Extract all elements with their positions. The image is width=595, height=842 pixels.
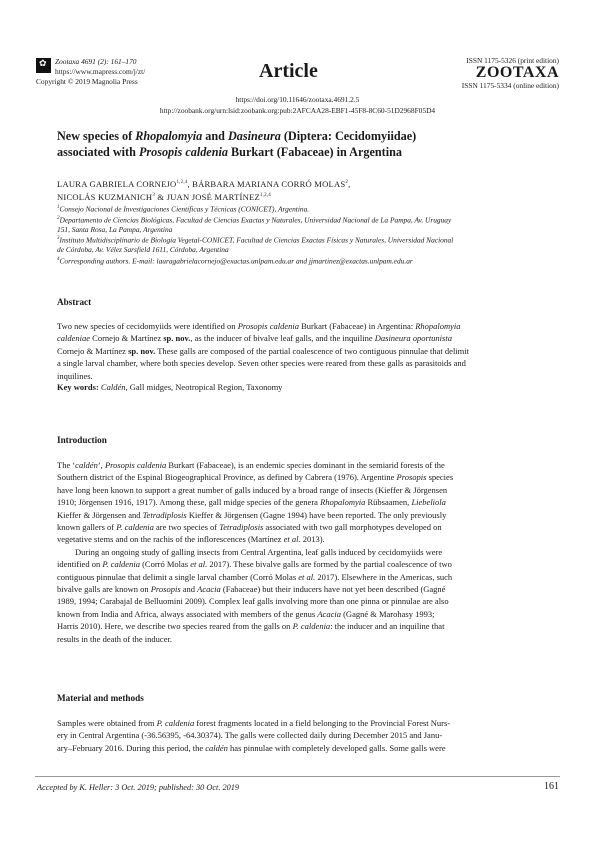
article-title: [57, 128, 416, 160]
title-line-2: associated with Prosopis caldenia Burkart (Fabaceae) in Argentina: [57, 145, 402, 159]
zootaxa-logo: ZOOTAXA: [475, 64, 559, 81]
affiliation-4: $^4$Corresponding authors. E-mail: lauragabrielacornejo@exactas.unlpam.edu.ar and jjmartinez@exactas.unlpam.edu.ar: [57, 256, 413, 266]
article-label: Article: [259, 60, 318, 82]
doi-link[interactable]: https://doi.org/10.11646/zootaxa.4691.2.5: [235, 95, 360, 104]
title-line-1: New species of Rhopalomyia and Dasineura (Diptera: Cecidomyiidae): [57, 129, 417, 143]
affiliation-3: $^3$Instituto Multidisciplinario de Biología Vegetal-CONICET, Facultad de Ciencias Exactas Físicas y Naturales, Universidad Nacional: [57, 235, 454, 245]
affiliation-3b: de Córdoba, Av. Vélez Sarsfield 1611, Córdoba, Argentina: [57, 245, 229, 255]
zoobank-lsid[interactable]: http://zoobank.org/urn:lsid:zoobank.org:pub:2AFCAA28-EBF1-45F8-8C60-51D2968F05D4: [159, 106, 436, 115]
abstract-body: Two new species of cecidomyiids were identified on Prosopis caldenia Burkart (Fabaceae) in Argentina: Rhopalomyia caldeniae Cornejo & Martínez sp. nov., as the inducer of bivalve leaf galls, and the inquiline Dasineura oportunista Cornejo & Martínez sp. nov. These galls are composed of the partial coalescence of two contiguous pinnulae that delimit a single larval chamber, where both species develop. Seven other species were reared from these galls as parasitoids and inquilines.: [57, 321, 470, 381]
methods-body: Samples were obtained from P. caldenia forest fragments located in a field belonging to the Provincial Forest Nurs- ery in Central Argentina (-36.56395, -64.30374). The galls were collected daily during December 2015 and Janu- ary–February 2016. During this period, the caldén has pinnulae with completely developed galls. Some galls were: [57, 718, 451, 753]
affiliation-2: $^2$Departamento de Ciencias Biológicas, Facultad de Ciencias Exactas y Naturales, Universidad Nacional de La Pampa, Av. Uruguay: [57, 215, 452, 225]
issn-online: ISSN 1175-5334 (online edition): [461, 81, 559, 90]
footer-rule: [35, 776, 560, 777]
keywords: Key words: Caldén, Gall midges, Neotropical Region, Taxonomy: [57, 382, 283, 392]
page-number: 161: [544, 781, 559, 792]
journal-url[interactable]: https://www.mapress.com/j/zt/: [55, 67, 146, 76]
affiliation-1: $^1$Consejo Nacional de Investigaciones Científicas y Técnicas (CONICET), Argentina.: [57, 204, 310, 214]
accepted-note: Accepted by K. Heller: 3 Oct. 2019; published: 30 Oct. 2019: [37, 783, 240, 792]
abstract-heading: Abstract: [57, 297, 92, 307]
author-list: [57, 177, 350, 203]
issn-print: ISSN 1175-5326 (print edition): [466, 56, 559, 65]
copyright: Copyright © 2019 Magnolia Press: [36, 77, 138, 86]
publisher-logo: ✿: [36, 58, 51, 73]
affiliations: [57, 203, 547, 266]
methods-heading: Material and methods: [57, 693, 144, 703]
introduction-heading: Introduction: [57, 435, 107, 445]
authors-line-1: LAURA GABRIELA CORNEJO$^{1,2,4}$, BÁRBARA MARIANA CORRÓ MOLAS$^2$,: [57, 178, 351, 189]
affiliation-2b: 151, Santa Rosa, La Pampa, Argentina: [57, 224, 173, 234]
journal-line: Zootaxa 4691 (2): 161–170: [55, 57, 137, 66]
introduction-body: The ‘caldén’, Prosopis caldenia Burkart (Fabaceae), is an endemic species dominant in the semiarid forests of the Southern district of the Espinal Biogeographical Province, as defined by Cabrera (1976). Argentine Prosopis species have long been known to support a great number of galls induced by a broad range of insects (Kieffer & Jörgensen 1910; Jörgensen 1916, 1917). Among these, gall midge species of the genera Rhopalomyia Rübsaamen, Liebeliola Kieffer & Jörgensen and Tetradiplosis Kieffer & Jörgensen (Gagne 1994) have been reported. The only previously known gallers of P. caldenia are two species of Tetradiplosis associated with two gall morphotypes developed on vegetative stems and on the rachis of the inflorescences (Martínez et al. 2013). During an ongoing study of galling insects from Central Argentina, leaf galls induced by cecidomyiids were identified on P. caldenia (Corró Molas et al. 2017). These bivalve galls are formed by the partial coalescence of two contiguous pinnulae that delimit a single larval chamber (Corró Molas et al. 2017). Elsewhere in the Americas, such bivalve galls are known on Prosopis and Acacia (Fabaceae) but their inducers have not yet been described (Gagné 1989, 1994; Carabajal de Belluomini 2009). Complex leaf galls involving more than one pinna or pinnulae are also known from India and Africa, always associated with members of the genus Acacia (Gagné & Marohasy 1993; Harris 2010). Here, we describe two species reared from the galls on P. caldenia: the inducer and an inquiline that results in the death of the inducer.: [57, 460, 454, 644]
authors-line-2: NICOLÁS KUZMANICH$^3$ & JUAN JOSÉ MARTÍNEZ$^{1,2,4}$: [57, 191, 271, 202]
keywords-label: Key words:: [57, 382, 99, 392]
